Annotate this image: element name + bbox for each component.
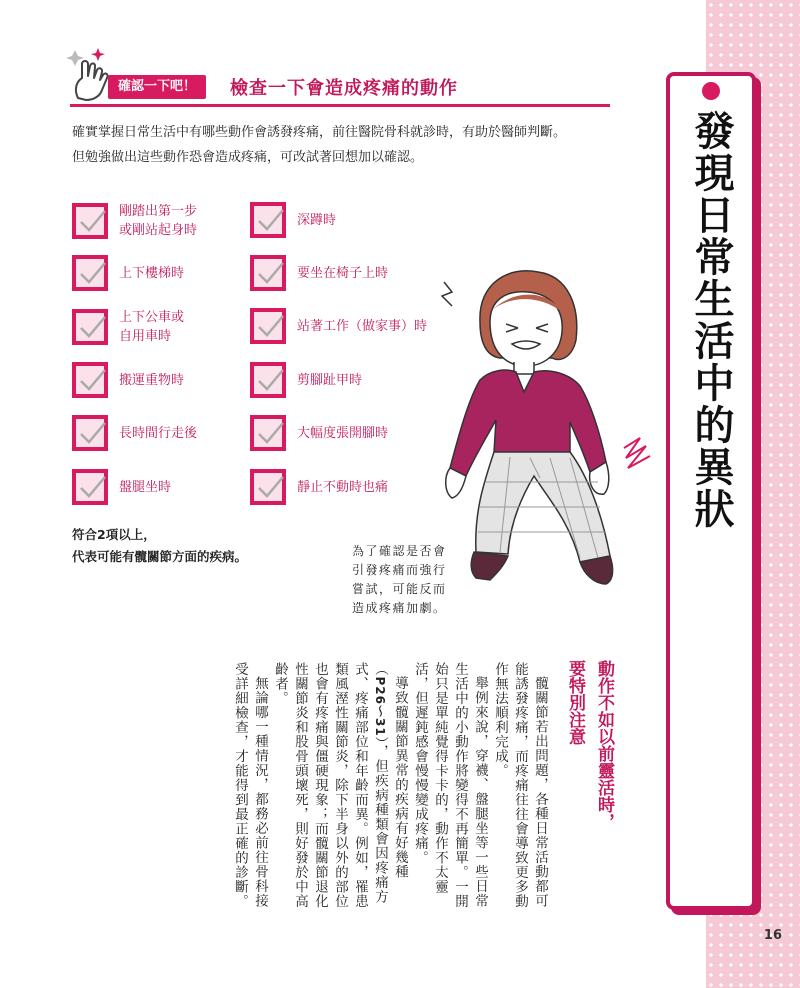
checkbox[interactable] bbox=[72, 203, 108, 239]
checkmark-icon bbox=[255, 312, 285, 342]
caption-line: 造成疼痛加劇。 bbox=[352, 601, 447, 615]
checklist-label: 大幅度張開腳時 bbox=[297, 425, 389, 441]
page-title: 發現日常生活中的異狀 bbox=[688, 110, 734, 530]
article-paragraph bbox=[270, 662, 410, 910]
checklist-label: 上下公車或 自用車時 bbox=[119, 310, 185, 344]
intro-line: 但勉強做出這些動作恐會造成疼痛，可改試著回想加以確認。 bbox=[72, 150, 424, 165]
checklist-item[interactable] bbox=[72, 415, 197, 451]
article-text: 導致髖關節異常的疾病有好幾種（ bbox=[372, 662, 408, 879]
checkmark-icon bbox=[255, 259, 285, 289]
checkmark-icon bbox=[77, 207, 107, 237]
checklist-item[interactable] bbox=[250, 308, 427, 344]
checklist-label: 剛踏出第一步 或剛站起身時 bbox=[119, 204, 198, 238]
checkbox[interactable] bbox=[250, 202, 286, 238]
checklist-item[interactable] bbox=[72, 202, 197, 240]
checkmark-icon bbox=[255, 419, 285, 449]
checklist-label: 要坐在椅子上時 bbox=[297, 265, 389, 281]
checkbox[interactable] bbox=[72, 362, 108, 398]
checkmark-icon bbox=[77, 473, 107, 503]
header-divider bbox=[70, 104, 610, 107]
page-number: 16 bbox=[763, 928, 782, 943]
article-heading-line: 動作不如以前靈活時， bbox=[594, 660, 614, 830]
checkmark-icon bbox=[255, 206, 285, 236]
checkmark-icon bbox=[255, 366, 285, 396]
article-text: ），但疾病種類會因疼痛方式、疼痛部位和年齡而異。例如，罹患類風溼性關節炎，除下半身以外的部位也會有疼痛與僵硬現象；而髖關節退化性關節炎和股骨頭壞死，則好發於中高齡者。 bbox=[272, 662, 388, 909]
article-heading bbox=[560, 660, 618, 910]
checkmark-icon bbox=[77, 366, 107, 396]
checklist-item[interactable] bbox=[250, 469, 388, 505]
checkbox[interactable] bbox=[250, 308, 286, 344]
checklist-label: 上下樓梯時 bbox=[119, 265, 185, 281]
caption-line: 為了確認是否會 bbox=[352, 544, 447, 558]
intro-line: 確實掌握日常生活中有哪些動作會誘發疼痛，前往醫院骨科就診時，有助於醫師判斷。 bbox=[72, 125, 567, 140]
summary-line: 代表可能有髖關節方面的疾病。 bbox=[72, 549, 248, 564]
checklist-item[interactable] bbox=[72, 362, 184, 398]
checkmark-icon bbox=[77, 259, 107, 289]
checkbox[interactable] bbox=[72, 255, 108, 291]
article-body bbox=[88, 662, 550, 910]
checklist-label: 長時間行走後 bbox=[119, 425, 198, 441]
checkmark-icon bbox=[77, 419, 107, 449]
article-paragraph: 無論哪一種情況，都務必前往骨科接受詳細檢查，才能得到最正確的診斷。 bbox=[232, 662, 268, 909]
checklist-item[interactable] bbox=[250, 415, 388, 451]
checkbox[interactable] bbox=[72, 469, 108, 505]
illustration-caption bbox=[352, 542, 447, 618]
caption-line: 引發疼痛而強行 bbox=[352, 563, 447, 577]
checklist-label: 深蹲時 bbox=[297, 212, 337, 228]
intro-text bbox=[72, 120, 566, 170]
sparkle-icon bbox=[91, 48, 105, 61]
summary-line: 符合2項以上， bbox=[72, 527, 156, 542]
checklist-label: 剪腳趾甲時 bbox=[297, 372, 363, 388]
vertical-title-box bbox=[666, 72, 756, 910]
confirm-badge: 確認一下吧！ bbox=[108, 75, 206, 99]
checklist-item[interactable] bbox=[250, 202, 336, 238]
page-reference: P26～31 bbox=[373, 676, 387, 737]
checklist-item[interactable] bbox=[250, 362, 362, 398]
checkbox[interactable] bbox=[250, 255, 286, 291]
section-title: 檢查一下會造成疼痛的動作 bbox=[230, 78, 458, 99]
checkbox[interactable] bbox=[250, 469, 286, 505]
checkbox[interactable] bbox=[72, 309, 108, 345]
title-dot-icon bbox=[702, 82, 720, 100]
woman-in-pain-illustration bbox=[430, 262, 670, 622]
article-paragraph: 髖關節若出問題，各種日常活動都可能誘發疼痛，而疼痛往往會導致更多動作無法順利完成。 bbox=[492, 662, 548, 909]
checklist-summary bbox=[72, 524, 247, 568]
checklist-label: 站著工作（做家事）時 bbox=[297, 318, 428, 334]
checklist-label: 搬運重物時 bbox=[119, 372, 185, 388]
checkmark-icon bbox=[77, 313, 107, 343]
checkbox[interactable] bbox=[250, 362, 286, 398]
checkbox[interactable] bbox=[250, 415, 286, 451]
checklist-label: 靜止不動時也痛 bbox=[297, 479, 389, 495]
pointing-hand-icon bbox=[64, 46, 114, 104]
checklist-item[interactable] bbox=[72, 308, 184, 346]
checkbox[interactable] bbox=[72, 415, 108, 451]
caption-line: 嘗試，可能反而 bbox=[352, 582, 447, 596]
article-paragraph: 舉例來說，穿襪、盤腿坐等一些日常生活中的小動作將變得不再簡單。一開始只是單純覺得卡卡的，動作不太靈活，但遲鈍感會慢慢變成疼痛。 bbox=[412, 662, 488, 909]
checklist-item[interactable] bbox=[72, 255, 184, 291]
checklist-item[interactable] bbox=[72, 469, 171, 505]
article-heading-line: 要特別注意 bbox=[565, 660, 585, 745]
checklist-label: 盤腿坐時 bbox=[119, 479, 172, 495]
checkmark-icon bbox=[255, 473, 285, 503]
checklist-item[interactable] bbox=[250, 255, 388, 291]
